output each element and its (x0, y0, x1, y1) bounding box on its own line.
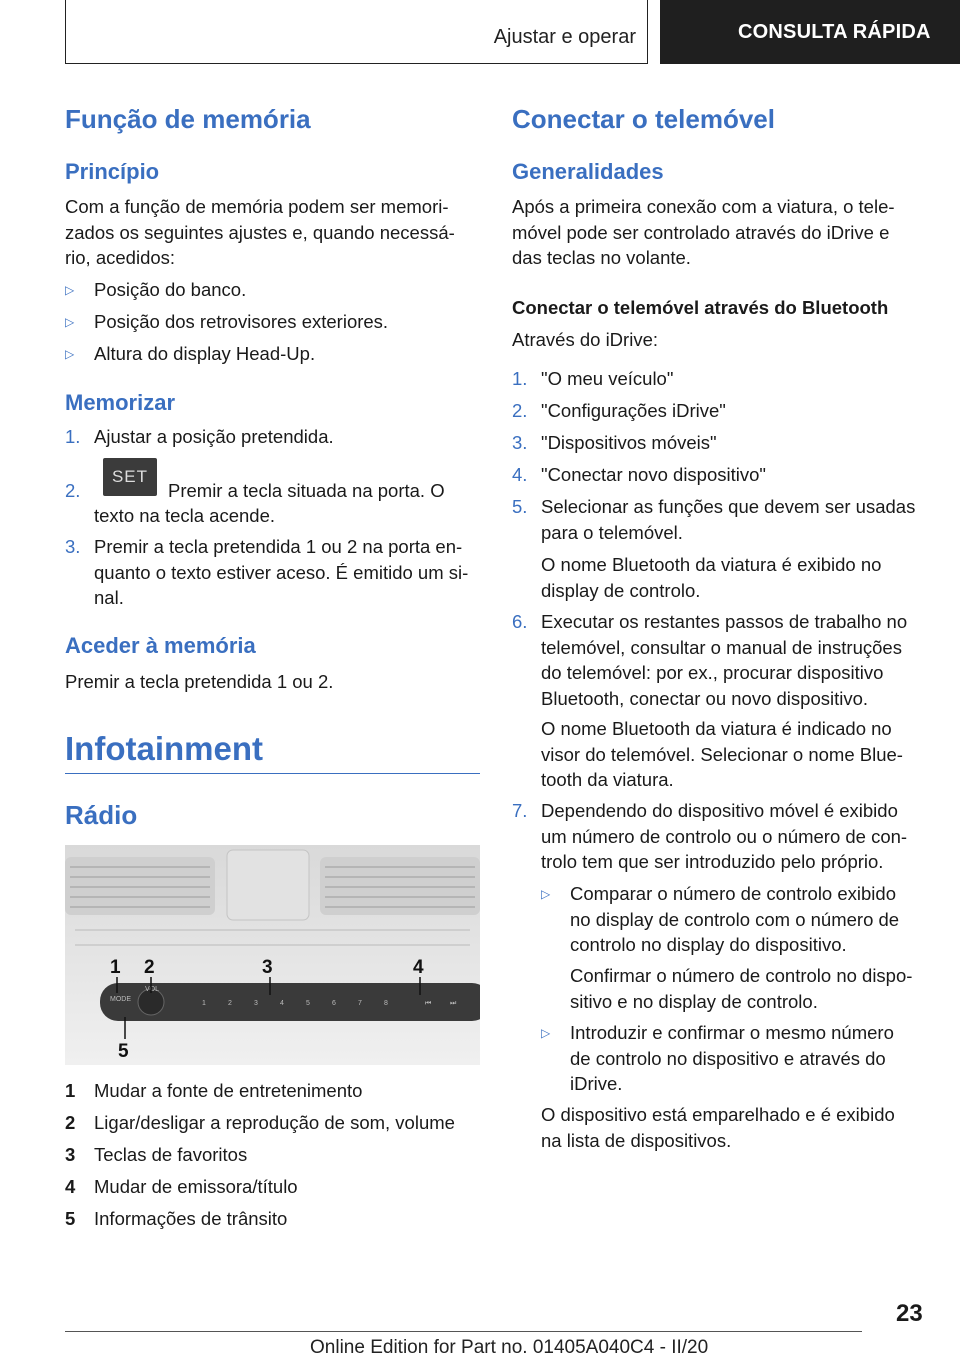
step-number: 3. (512, 432, 528, 453)
legend-text: Mudar a fonte de entretenimento (94, 1080, 363, 1101)
sub-note (570, 963, 912, 1014)
text-line: O dispositivo está emparelhado e é exibido (541, 1104, 895, 1125)
step-number: 1. (512, 368, 528, 389)
step-number: 5. (512, 496, 528, 517)
text-line: nal. (94, 587, 124, 608)
text-line: iDrive. (570, 1073, 623, 1094)
text-line: trolo tem que ser introduzido pelo próprio. (541, 851, 884, 872)
mode-label: MODE (110, 996, 131, 1003)
text-line: das teclas no volante. (512, 247, 691, 268)
legend-text: Teclas de favoritos (94, 1144, 248, 1165)
set-button-icon: SET (103, 458, 157, 496)
step-text: "Configurações iDrive" (541, 400, 726, 421)
callout-1: 1 (110, 957, 121, 978)
final-note (541, 1102, 895, 1153)
text-line: rio, acedidos: (65, 247, 176, 268)
store-step-text: Ajustar a posição pretendida. (94, 426, 334, 447)
header-chapter-label: CONSULTA RÁPIDA (738, 20, 931, 43)
preset-key-label: 5 (306, 1000, 310, 1007)
text-line: O nome Bluetooth da viatura é indicado no (541, 718, 892, 739)
step-text (541, 609, 907, 711)
sub-item-text (570, 1020, 894, 1097)
text-line: Introduzir e confirmar o mesmo número (570, 1022, 894, 1043)
bullet-triangle-icon: ▷ (65, 283, 75, 297)
text-line: um número de controlo ou o número de con‐ (541, 825, 908, 847)
step-number: 6. (512, 611, 528, 632)
legend-number: 2 (65, 1112, 76, 1133)
legend-number: 1 (65, 1080, 76, 1101)
step-number: 2. (512, 400, 528, 421)
text-line: do telemóvel: por ex., procurar dispositivo (541, 662, 884, 683)
radio-panel-image (65, 845, 480, 1065)
preset-key-label: 1 (202, 1000, 206, 1007)
store-step-text: Premir a tecla situada na porta. O (168, 480, 445, 501)
text-line: Confirmar o número de controlo no dispo‐ (570, 965, 913, 986)
callout-5: 5 (118, 1041, 129, 1062)
bullet-triangle-icon: ▷ (65, 315, 75, 329)
text-line: O nome Bluetooth da viatura é exibido no (541, 554, 882, 575)
preset-key-label: 8 (384, 1000, 388, 1007)
text-line: Dependendo do dispositivo móvel é exibido (541, 800, 898, 821)
text-line: telemóvel, consultar o manual de instruções (541, 636, 902, 658)
callout-3: 3 (262, 957, 273, 978)
text-line: para o telemóvel. (541, 521, 683, 543)
header-section-title: Ajustar e operar (493, 26, 636, 48)
footer-rule (65, 1331, 862, 1332)
callout-2: 2 (144, 957, 155, 978)
legend-text: Mudar de emissora/título (94, 1176, 298, 1197)
store-step-text (94, 534, 468, 611)
text-line: Executar os restantes passos de trabalho no (541, 611, 908, 632)
step-number: 4. (512, 464, 528, 485)
step-text (541, 798, 907, 875)
step-number: 3. (65, 536, 81, 557)
step-number: 1. (65, 426, 81, 447)
legend-number: 5 (65, 1208, 76, 1229)
bluetooth-intro: Através do iDrive: (512, 329, 658, 350)
principle-item: Posição dos retrovisores exteriores. (94, 311, 389, 332)
callout-4: 4 (413, 957, 424, 978)
step-note (541, 716, 903, 793)
text-line: Com a função de memória podem ser memori‐ (65, 196, 449, 217)
text-line: Bluetooth, conectar ou novo dispositivo. (541, 687, 869, 709)
step-text (541, 494, 915, 545)
skip-forward-icon: ⏭ (450, 1000, 457, 1007)
text-line: móvel pode ser controlado através do iDrive e (512, 221, 890, 243)
text-line: de controlo no dispositivo e através do (570, 1047, 886, 1069)
step-number: 7. (512, 800, 528, 821)
bullet-triangle-icon: ▷ (65, 347, 75, 361)
text-line: controlo no display do dispositivo. (570, 934, 847, 955)
principle-heading: Princípio (65, 159, 160, 184)
text-line: na lista de dispositivos. (541, 1129, 732, 1151)
step-text: "Dispositivos móveis" (541, 432, 717, 453)
vol-label: VOL (145, 986, 160, 993)
step-text: "Conectar novo dispositivo" (541, 464, 766, 485)
text-line: quanto o texto estiver aceso. É emitido um si‐ (94, 561, 469, 583)
text-line: no display de controlo com o número de (570, 908, 900, 930)
principle-item: Altura do display Head-Up. (94, 343, 316, 364)
general-text (512, 194, 895, 271)
infotainment-title: Infotainment (65, 730, 263, 767)
step-number: 2. (65, 480, 81, 501)
principle-item: Posição do banco. (94, 279, 247, 300)
bullet-triangle-icon: ▷ (541, 887, 551, 901)
radio-panel-drawing (65, 845, 480, 1065)
store-step-text: texto na tecla acende. (94, 505, 276, 526)
store-heading: Memorizar (65, 390, 176, 415)
principle-text (65, 194, 455, 271)
legend-text: Informações de trânsito (94, 1208, 288, 1229)
sub-item-text (570, 881, 899, 958)
text-line: zados os seguintes ajustes e, quando necessá‐ (65, 221, 455, 243)
preset-key-label: 3 (254, 1000, 258, 1007)
access-text: Premir a tecla pretendida 1 ou 2. (65, 671, 334, 692)
header-chapter-tab (660, 0, 960, 64)
page-number: 23 (896, 1300, 923, 1327)
text-line: Selecionar as funções que devem ser usadas (541, 496, 916, 517)
step-text: "O meu veículo" (541, 368, 674, 389)
text-line: sitivo e no display de controlo. (570, 990, 818, 1012)
legend-number: 3 (65, 1144, 76, 1165)
legend-number: 4 (65, 1176, 76, 1197)
text-line: Após a primeira conexão com a viatura, o tele‐ (512, 196, 895, 217)
bullet-triangle-icon: ▷ (541, 1026, 551, 1040)
connect-phone-title: Conectar o telemóvel (512, 104, 775, 134)
preset-key-label: 2 (228, 1000, 232, 1007)
access-heading: Aceder à memória (65, 633, 256, 658)
footer-edition: Online Edition for Part no. 01405A040C4 - II/20 (310, 1337, 709, 1358)
skip-back-icon: ⏮ (425, 1000, 432, 1007)
bluetooth-heading: Conectar o telemóvel através do Bluetooth (512, 297, 889, 318)
text-line: Premir a tecla pretendida 1 ou 2 na porta en‐ (94, 536, 463, 557)
radio-heading: Rádio (65, 800, 138, 830)
preset-key-label: 4 (280, 1000, 284, 1007)
legend-text: Ligar/desligar a reprodução de som, volume (94, 1112, 455, 1133)
preset-key-label: 7 (358, 1000, 362, 1007)
text-line: visor do telemóvel. Selecionar o nome Blue‐ (541, 743, 903, 765)
step-note (541, 552, 881, 603)
text-line: Comparar o número de controlo exibido (570, 883, 896, 904)
memory-function-title: Função de memória (65, 104, 311, 134)
general-heading: Generalidades (512, 159, 664, 184)
text-line: tooth da viatura. (541, 769, 674, 790)
text-line: display de controlo. (541, 579, 701, 601)
preset-key-label: 6 (332, 1000, 336, 1007)
title-rule (65, 773, 480, 774)
